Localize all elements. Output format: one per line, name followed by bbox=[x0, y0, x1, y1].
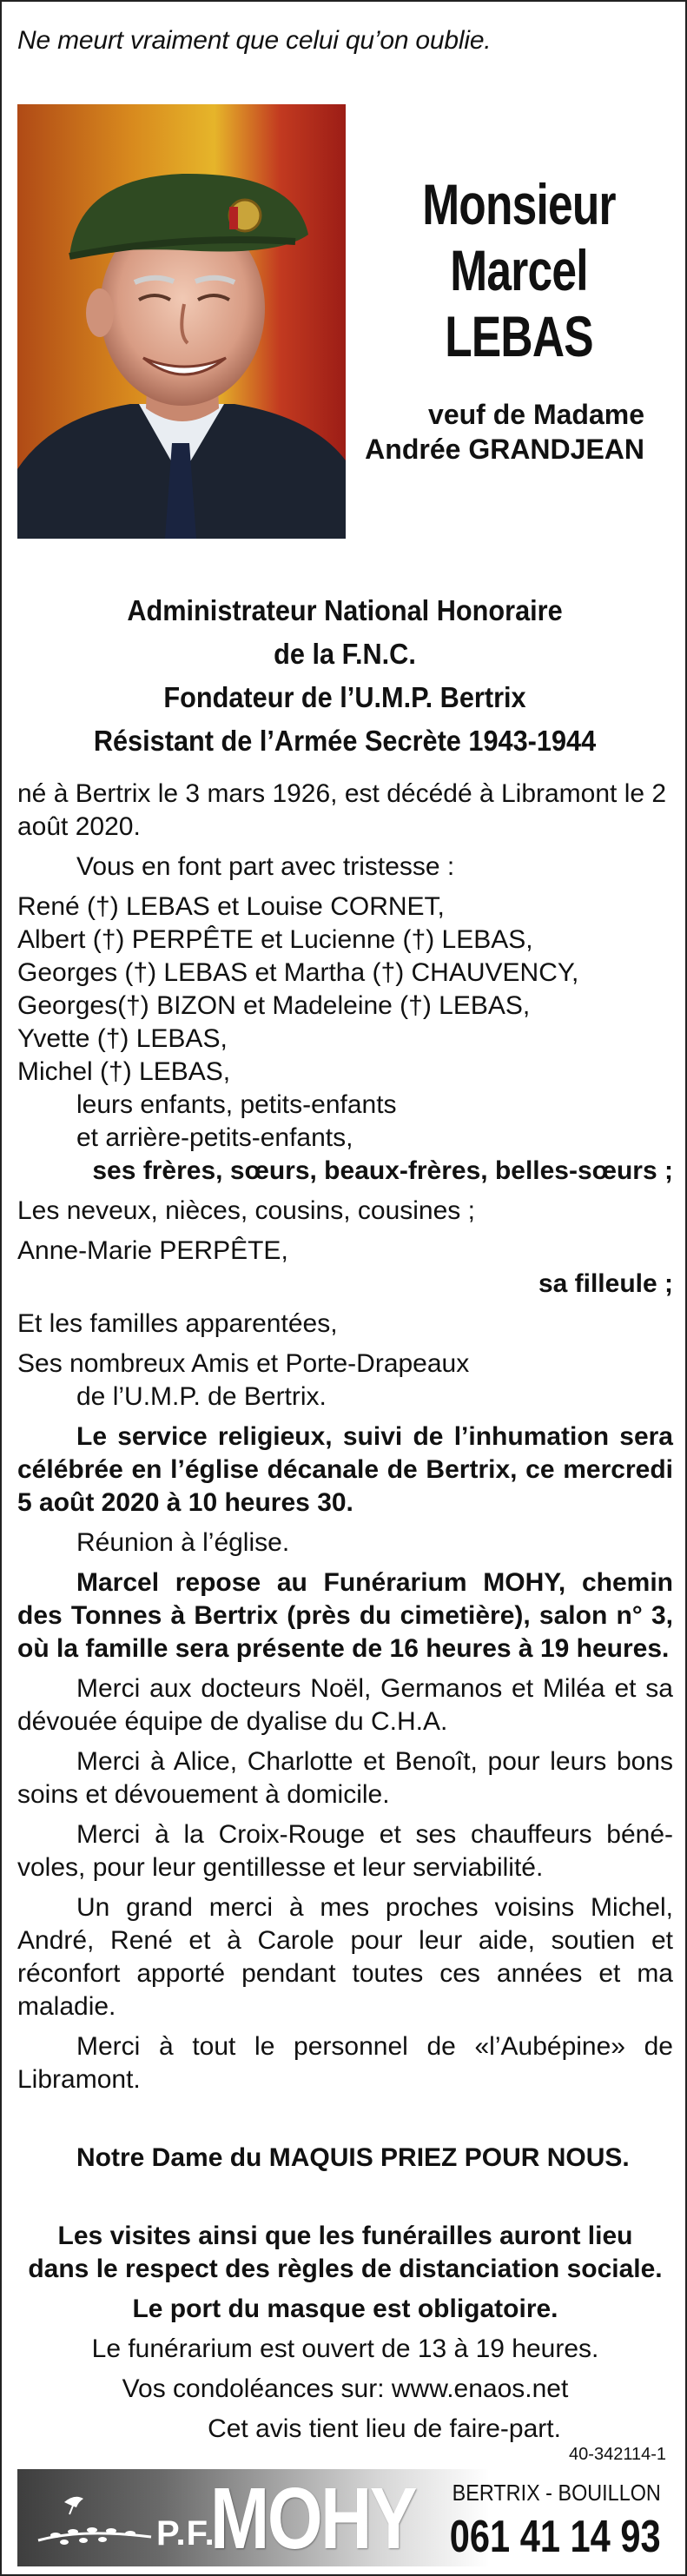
family-member: René (†) LEBAS et Louise CORNET, bbox=[17, 892, 445, 921]
funeral-home-prefix: P.F. bbox=[156, 2514, 215, 2553]
deceased-name bbox=[349, 171, 687, 369]
widow-line-2: Andrée GRANDJEAN bbox=[365, 434, 644, 465]
funeral-home-banner bbox=[17, 2469, 673, 2566]
condolences: Vos condoléances sur: www.enaos.net bbox=[122, 2374, 569, 2403]
thanks-line: Merci à la Croix-Rouge et ses chauffeurs bénévoles, pour leur gentillesse et leur serviabilité. bbox=[17, 1820, 673, 1882]
rest-info: Marcel repose au Funérarium MOHY, chemin des Tonnes à Bertrix (près du cimetière), salon n° 3, où la famille sera présente de 16 heures à 19 heures. bbox=[17, 1568, 673, 1663]
friends-line-1: Ses nombreux Amis et Porte-Drapeaux bbox=[17, 1349, 470, 1378]
covid-line-1: Les visites ainsi que les funérailles auront lieu bbox=[57, 2222, 633, 2250]
goddaughter-role: sa filleule ; bbox=[538, 1269, 673, 1298]
family-member: Michel (†) LEBAS, bbox=[17, 1057, 231, 1086]
title-line: Fondateur de l’U.M.P. Bertrix bbox=[163, 681, 526, 713]
funeral-home-name: MOHY bbox=[210, 2470, 416, 2567]
title-line: Résistant de l’Armée Secrète 1943-1944 bbox=[93, 725, 597, 757]
family-member: Albert (†) PERPÊTE et Lucienne (†) LEBAS, bbox=[17, 925, 533, 954]
epitaph-quote: Ne meurt vraiment que celui qu’on oublie. bbox=[17, 26, 492, 55]
family-member: Georges (†) LEBAS et Martha (†) CHAUVENCY, bbox=[17, 958, 579, 987]
funeral-home-phone: 061 41 14 93 bbox=[450, 2512, 661, 2562]
reference-number: 40-342114-1 bbox=[569, 2445, 666, 2464]
widow-line-1: veuf de Madame bbox=[428, 399, 644, 430]
deceased-title: Monsieur bbox=[422, 172, 616, 236]
funeral-home-locations: BERTRIX - BOUILLON bbox=[452, 2480, 661, 2506]
title-line: Administrateur National Honoraire bbox=[127, 594, 563, 626]
dove-branch-logo-icon bbox=[30, 2487, 160, 2556]
siblings-role: ses frères, sœurs, beaux-frères, belles-sœurs ; bbox=[92, 1156, 673, 1185]
goddaughter-name: Anne-Marie PERPÊTE, bbox=[17, 1236, 288, 1265]
thanks-line: Merci aux docteurs Noël, Germanos et Miléa et sa dévouée équipe de dyalise du C.H.A. bbox=[17, 1674, 673, 1736]
thanks-line: Un grand merci à mes proches voisins Michel, André, René et à Carole pour leur aide, soutien et réconfort apporté pendant toutes ces années et ma maladie. bbox=[17, 1893, 673, 2021]
widow-of bbox=[349, 397, 644, 467]
title-line: de la F.N.C. bbox=[274, 638, 416, 670]
thanks-line: Merci à Alice, Charlotte et Benoît, pour leurs bons soins et dévouement à domicile. bbox=[17, 1747, 673, 1809]
service-info: Le service religieux, suivi de l’inhumation sera célébrée en l’église décanale de Bertrix, ce mercredi 5 août 2020 à 10 heures 30. bbox=[17, 1422, 673, 1517]
friends-line-2: de l’U.M.P. de Bertrix. bbox=[76, 1382, 327, 1411]
deceased-last-name: LEBAS bbox=[445, 304, 593, 368]
related-families: Et les familles apparentées, bbox=[17, 1309, 338, 1338]
mask-notice: Le port du masque est obligatoire. bbox=[132, 2295, 558, 2323]
family-member: Georges(†) BIZON et Madeleine (†) LEBAS, bbox=[17, 991, 531, 1020]
obituary-body bbox=[17, 778, 673, 2446]
thanks-line: Merci à tout le personnel de «l’Aubépine» de Libramont. bbox=[17, 2032, 673, 2094]
deceased-first-name: Marcel bbox=[450, 238, 588, 302]
birth-death: né à Bertrix le 3 mars 1926, est décédé à Libramont le 2 août 2020. bbox=[17, 779, 667, 841]
announcement: Vous en font part avec tristesse : bbox=[76, 852, 455, 881]
portrait-photo-illustration bbox=[17, 104, 346, 539]
grandchildren: et arrière-petits-enfants, bbox=[76, 1123, 353, 1152]
prayer: Notre Dame du MAQUIS PRIEZ POUR NOUS. bbox=[76, 2143, 630, 2172]
portrait-photo bbox=[17, 104, 346, 539]
children: leurs enfants, petits-enfants bbox=[76, 1090, 397, 1119]
family-member: Yvette (†) LEBAS, bbox=[17, 1024, 228, 1053]
faire-part-notice: Cet avis tient lieu de faire-part. bbox=[208, 2414, 561, 2443]
opening-hours: Le funérarium est ouvert de 13 à 19 heures. bbox=[91, 2334, 599, 2363]
nephews: Les neveux, nièces, cousins, cousines ; bbox=[17, 1196, 475, 1225]
covid-line-2: dans le respect des règles de distanciation sociale. bbox=[28, 2255, 663, 2283]
honorary-titles bbox=[28, 589, 662, 763]
meeting-info: Réunion à l’église. bbox=[76, 1528, 290, 1557]
